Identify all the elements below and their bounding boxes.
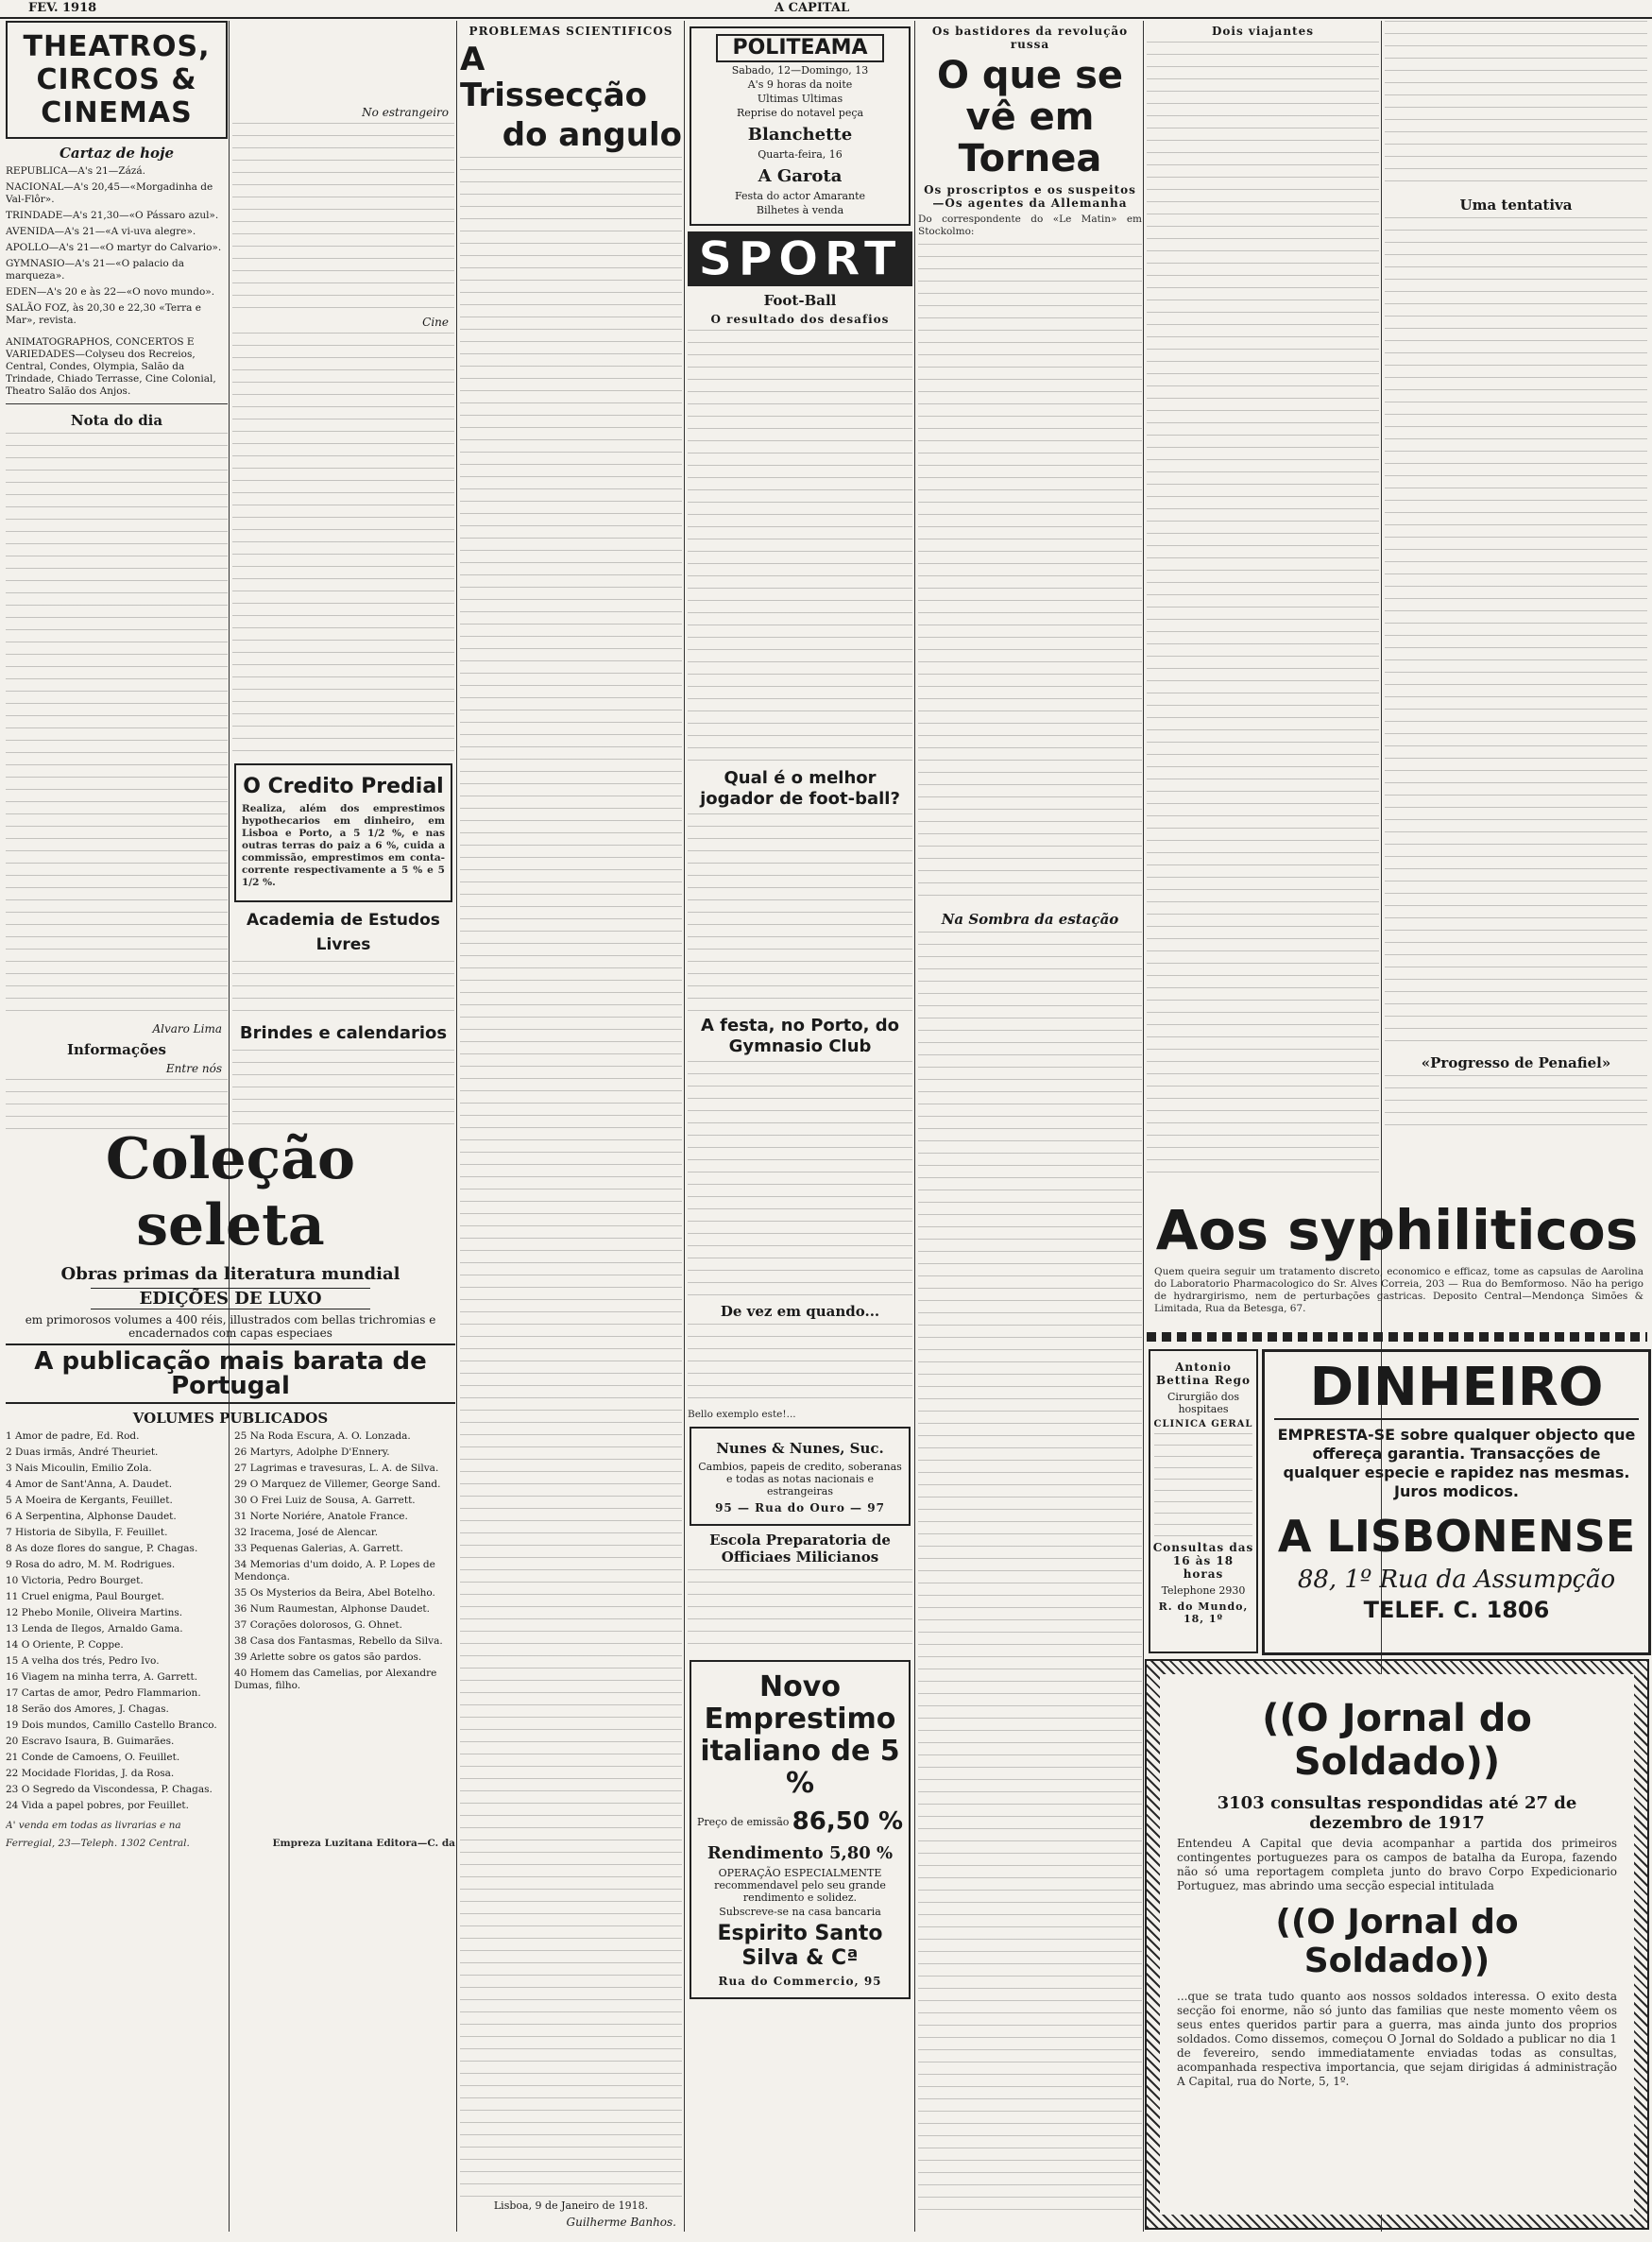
volume-item: 22 Mocidade Floridas, J. da Rosa. [6,1768,175,1779]
header-date: FEV. 1918 [28,1,97,15]
article-body [1385,1075,1647,1132]
cine-signature: Cine [422,316,449,329]
volume-item: 11 Cruel enigma, Paul Bourget. [6,1591,164,1602]
emprestimo-heading: Novo Emprestimo italiano de 5 % [700,1670,900,1800]
nota-heading: Nota do dia [6,403,228,429]
rendimento: Rendimento 5,80 % [707,1843,894,1863]
correspondente: Do correspondente do «Le Matin» em Stockolmo: [918,214,1142,237]
cartaz-item: SALÃO FOZ, às 20,30 e 22,30 «Terra e Mar», revista. [6,302,201,326]
credito-predial-ad [234,763,452,902]
politeama-play: Blanchette [747,125,853,145]
volume-item: 25 Na Roda Escura, A. O. Lonzada. [234,1430,411,1442]
venda-line: A' venda em todas as livrarias e na [6,1820,181,1831]
volume-item: 7 Historia de Sibylla, F. Feuillet. [6,1527,168,1538]
article-body [232,1050,454,1136]
column-theatros [6,21,228,1136]
cartaz-item: AVENIDA—A's 21—«A vi-uva alegre». [6,226,196,237]
operacao: OPERAÇÃO ESPECIALMENTE recommendavel pelo seu grande rendimento e solidez. [714,1867,886,1904]
volume-item: 1 Amor de padre, Ed. Rod. [6,1430,140,1442]
progresso-heading: «Progresso de Penafiel» [1421,1054,1611,1071]
animatographos: ANIMATOGRAPHOS, CONCERTOS E VARIEDADES—Colyseu dos Recreios, Central, Condes, Olympia, Salão da Trindade, Chiado Terrasse, Cine Colonial, Theatro Salão dos Anjos. [6,336,216,397]
article-body [1147,42,1379,1175]
dinheiro-ad [1262,1349,1651,1655]
preco-value: 86,50 % [792,1807,903,1836]
volume-item: 26 Martyrs, Adolphe D'Ennery. [234,1446,390,1458]
entre-nos-heading: Entre nós [165,1062,222,1075]
politeama-line: A's 9 horas da noite [747,78,853,91]
volume-item: 32 Iracema, José de Alencar. [234,1527,379,1538]
volumes-list-right [234,1430,455,1816]
article-date: Lisboa, 9 de Janeiro de 1918. [493,2199,649,2212]
column-tentativa [1385,21,1647,1192]
sport-heading: SPORT [688,231,912,286]
obras-heading: Obras primas da literatura mundial [60,1264,400,1284]
festa-heading: A festa, no Porto, do Gymnasio Club [700,1016,899,1056]
volume-item: 27 Lagrimas e travesuras, L. A. de Silva. [234,1463,439,1474]
volumes-list-left [6,1430,227,1816]
volume-item: 6 A Serpentina, Alphonse Daudet. [6,1511,177,1522]
volume-item: 8 As doze flores do sangue, P. Chagas. [6,1543,198,1554]
nunes-address: 95 — Rua do Ouro — 97 [715,1501,885,1515]
credito-heading: O Credito Predial [243,775,444,798]
column-sport [688,21,912,2232]
cartaz-item: NACIONAL—A's 20,45—«Morgadinha de Val-Flôr». [6,181,213,205]
medico-name: Antonio Bettina Rego [1155,1361,1252,1387]
aos-body: Quem queira seguir um tratamento discreto, economico e efficaz, tome as capsulas de Aarolina do Laboratorio Pharmacologico do Sr. Alves Correia, 203 — Rua do Bemformoso. Não ha perigo de hydrargirismo, nem de perturbações gastricas. Deposito Central—Mendonça Simões & Limitada, Rua da Betesga, 67. [1154,1266,1643,1314]
espirito-heading: Espirito Santo Silva & Cª [717,1922,883,1970]
column-viajantes [1147,21,1379,1192]
dinheiro-heading: DINHEIRO [1274,1358,1639,1420]
volumes-desc: em primorosos volumes a 400 réis, illustrados com bellas trichromias e encadernados com capas especiaes [25,1313,436,1340]
academia-heading: Academia de Estudos Livres [247,911,440,954]
soldado-inner [1160,1674,1634,2215]
article-body [232,333,454,758]
soldado-consultas: 3103 consultas respondidas até 27 de dezembro de 1917 [1217,1793,1577,1833]
article-body [688,813,912,1012]
volume-item: 38 Casa dos Fantasmas, Rebello da Silva. [234,1635,443,1647]
column-rule [1143,21,1144,2232]
cartaz-item: TRINDADE—A's 21,30—«O Pássaro azul». [6,210,219,221]
politeama-line: Ultimas Ultimas [757,93,843,105]
article-body [918,932,1142,2216]
nunes-body: Cambios, papeis de credito, soberanas e todas as notas nacionais e estrangeiras [698,1461,902,1498]
qual-heading: Qual é o melhor jogador de foot-ball? [700,768,900,809]
medico-spec: CLINICA GERAL [1153,1419,1253,1429]
soldado-title-2: ((O Jornal do Soldado)) [1275,1903,1519,1980]
nunes-ad [690,1427,911,1526]
column-estrangeiro [232,21,454,1136]
volume-item: 18 Serão dos Amores, J. Chagas. [6,1703,169,1715]
column-rule [456,21,457,2232]
de-vez-heading: De vez em quando... [720,1303,880,1320]
medico-address: R. do Mundo, 18, 1º [1158,1600,1249,1625]
volume-item: 34 Memorias d'um doido, A. P. Lopes de Mendonça. [234,1559,435,1583]
column-rule [684,21,685,2232]
nunes-heading: Nunes & Nunes, Suc. [716,1440,884,1457]
brindes-heading: Brindes e calendarios [239,1023,448,1043]
volume-item: 33 Pequenas Galerias, A. Garrett. [234,1543,403,1554]
volume-item: 17 Cartas de amor, Pedro Flammarion. [6,1687,201,1699]
article-signature: Alvaro Lima [152,1022,222,1035]
column-revolucao [918,21,1142,2232]
soldado-body: Entendeu A Capital que devia acompanhar a partida dos primeiros contingentes portuguezes para os campos de batalha da Europa, fazendo não só uma reportagem completa junto do bravo Corpo Expedicionario Portuguez, mas abrindo uma secção especial intitulada [1177,1837,1617,1892]
credito-body: Realiza, além dos emprestimos hypothecarios em dinheiro, em Lisboa e Porto, a 5 1/2 %, e nas outras terras do paiz a 6 %, cuida a commissão, emprestimos em conta-corrente respectivamente a 5 % e 5 1/2 %. [242,803,445,888]
volume-item: 29 O Marquez de Villemer, George Sand. [234,1479,441,1490]
volume-item: 35 Os Mysterios da Beira, Abel Botelho. [234,1587,435,1599]
cartaz-item: APOLLO—A's 21—«O martyr do Calvario». [6,242,222,253]
volume-item: 3 Nais Micoulin, Emilio Zola. [6,1463,152,1474]
estrangeiro-heading: No estrangeiro [362,106,449,119]
dois-heading: Dois viajantes [1212,25,1314,38]
cartaz-item: REPUBLICA—A's 21—Zázá. [6,165,145,177]
volume-item: 24 Vida a papel pobres, por Feuillet. [6,1800,189,1811]
quese-heading: O que se vê em Tornea [936,54,1124,180]
edicoes-heading: EDIÇÕES DE LUXO [91,1288,370,1309]
volume-item: 30 O Frei Luiz de Sousa, A. Garrett. [234,1495,416,1506]
volume-item: 19 Dois mundos, Camillo Castello Branco. [6,1720,217,1731]
bastidores-heading: Os bastidores da revolução russa [931,25,1129,51]
page-header [0,0,1652,19]
article-body [1385,217,1647,1049]
article-signature: Guilherme Banhos. [566,2216,676,2229]
publicacao-heading: A publicação mais barata de Portugal [6,1343,455,1404]
emprestimo-ad [690,1660,911,1999]
preco-row [697,1806,903,1838]
volume-item: 23 O Segredo da Viscondessa, P. Chagas. [6,1784,213,1795]
proscriptos-heading: Os proscriptos e os suspeitos—Os agentes da Allemanha [924,183,1136,210]
volume-item: 12 Phebo Monile, Oliveira Martins. [6,1607,183,1618]
lisbonense-heading: A LISBONENSE [1277,1511,1636,1562]
ad-body [1154,1433,1252,1537]
column-rule [914,21,915,2232]
article-body [688,1061,912,1297]
preco-label: Preço de emissão [697,1815,790,1828]
volume-item: 21 Conde de Camoens, O. Feuillet. [6,1752,180,1763]
article-body [6,433,228,1018]
ferregial: Ferregial, 23—Teleph. 1302 Central. [6,1838,190,1849]
politeama-line: Festa do actor Amarante [734,190,866,202]
soldado-ad [1147,1661,1647,2228]
column-problemas [460,21,682,2232]
lisbonense-address: 88, 1º Rua da Assumpção [1297,1566,1616,1594]
volume-item: 4 Amor de Sant'Anna, A. Daudet. [6,1479,173,1490]
volume-item: 13 Lenda de Ilegos, Arnaldo Gama. [6,1623,183,1634]
volume-item: 9 Rosa do adro, M. M. Rodrigues. [6,1559,176,1570]
volume-item: 37 Corações dolorosos, G. Ohnet. [234,1619,402,1631]
politeama-heading: POLITEAMA [716,34,884,62]
empreza-row [6,1838,455,1856]
article-body [460,157,682,2198]
resultado-heading: O resultado dos desafios [710,313,890,326]
volume-item: 5 A Moeira de Kergants, Feuillet. [6,1495,173,1506]
article-body [1385,21,1647,191]
medico-tel: Telephone 2930 [1161,1584,1246,1597]
volume-item: 10 Victoria, Pedro Bourget. [6,1575,144,1586]
bello-exemplo: Bello exemplo este!... [688,1409,796,1420]
informacoes-heading: Informações [67,1041,166,1058]
volume-item: 39 Arlette sobre os gatos são pardos. [234,1652,422,1663]
trisseccao-heading: A Trissecção [460,41,648,114]
article-body [232,123,454,312]
theatros-heading: THEATROS, CIRCOS & CINEMAS [6,21,228,139]
sombra-heading: Na Sombra da estação [941,911,1119,928]
soldado-body-2: ...que se trata tudo quanto aos nossos soldados interessa. O exito desta secção foi enorme, não só junto das familias que neste momento vêem os seus entes queridos partir para a guerra, mas ainda junto dos proprios soldados. Como dissemos, começou O Jornal do Soldado a publicar no dia 1 de fevereiro, sendo immediatamente enviadas todas as consultas, acompanhada respectiva importancia, que sejam dirigidas á administração A Capital, rua do Norte, 5, 1º. [1177,1990,1617,2088]
article-body [688,330,912,764]
politeama-line: Quarta-feira, 16 [758,148,843,161]
dinheiro-body: EMPRESTA-SE sobre qualquer objecto que offereça garantia. Transacções de qualquer especie e rapidez nas mesmas. Juros modicos. [1277,1426,1636,1500]
aos-heading: Aos syphiliticos [1155,1198,1639,1262]
escola-heading: Escola Preparatoria de Officiaes Milicianos [709,1532,891,1566]
volume-item: 14 O Oriente, P. Coppe. [6,1639,124,1651]
cartaz-heading: Cartaz de hoje [59,145,175,162]
lisbonense-tel: TELEF. C. 1806 [1363,1597,1550,1623]
cartaz-item: EDEN—A's 20 e às 22—«O novo mundo». [6,286,215,298]
medico-ad [1149,1349,1258,1653]
article-body [232,961,454,1018]
volume-item: 40 Homem das Camelias, por Alexandre Dumas, filho. [234,1668,437,1691]
volume-item: 15 A velha dos trés, Pedro Ivo. [6,1655,160,1667]
problemas-heading: PROBLEMAS SCIENTIFICOS [468,25,673,38]
article-body [688,1324,912,1409]
soldado-title: ((O Jornal do Soldado)) [1262,1697,1532,1784]
volume-item: 20 Escravo Isaura, B. Guimarães. [6,1736,175,1747]
colecao-ad [6,1124,455,2234]
politeama-play-2: A Garota [758,166,843,186]
volume-item: 31 Norte Noriére, Anatole France. [234,1511,408,1522]
colecao-heading: Coleção seleta [105,1126,356,1258]
volume-item: 36 Num Raumestan, Alphonse Daudet. [234,1603,430,1615]
politeama-line: Sabado, 12—Domingo, 13 [731,64,869,77]
header-masthead: A CAPITAL [775,1,850,15]
tentativa-heading: Uma tentativa [1459,197,1573,214]
football-heading: Foot-Ball [763,292,837,309]
medico-hours: Consultas das 16 às 18 horas [1152,1541,1254,1581]
volumes-title: VOLUMES PUBLICADOS [132,1410,329,1427]
empreza: Empreza Luzitana Editora—C. da [272,1838,455,1849]
politeama-line: Reprise do notavel peça [736,107,864,119]
politeama-line: Bilhetes à venda [756,204,844,216]
volume-item: 16 Viagem na minha terra, A. Garrett. [6,1671,198,1683]
medico-title: Cirurgião dos hospitaes [1167,1391,1240,1415]
article-body [688,1569,912,1654]
volume-item: 2 Duas irmãs, André Theuriet. [6,1446,159,1458]
espirito-address: Rua do Commercio, 95 [718,1975,882,1988]
subscreve: Subscreve-se na casa bancaria [719,1906,881,1918]
volumes-list [6,1430,455,1816]
cartaz-item: GYMNASIO—A's 21—«O palacio da marqueza». [6,258,185,282]
article-body [918,244,1142,905]
trisseccao-heading-2: do angulo [502,116,682,154]
politeama-ad [690,26,911,226]
decorative-strip [1147,1332,1647,1342]
